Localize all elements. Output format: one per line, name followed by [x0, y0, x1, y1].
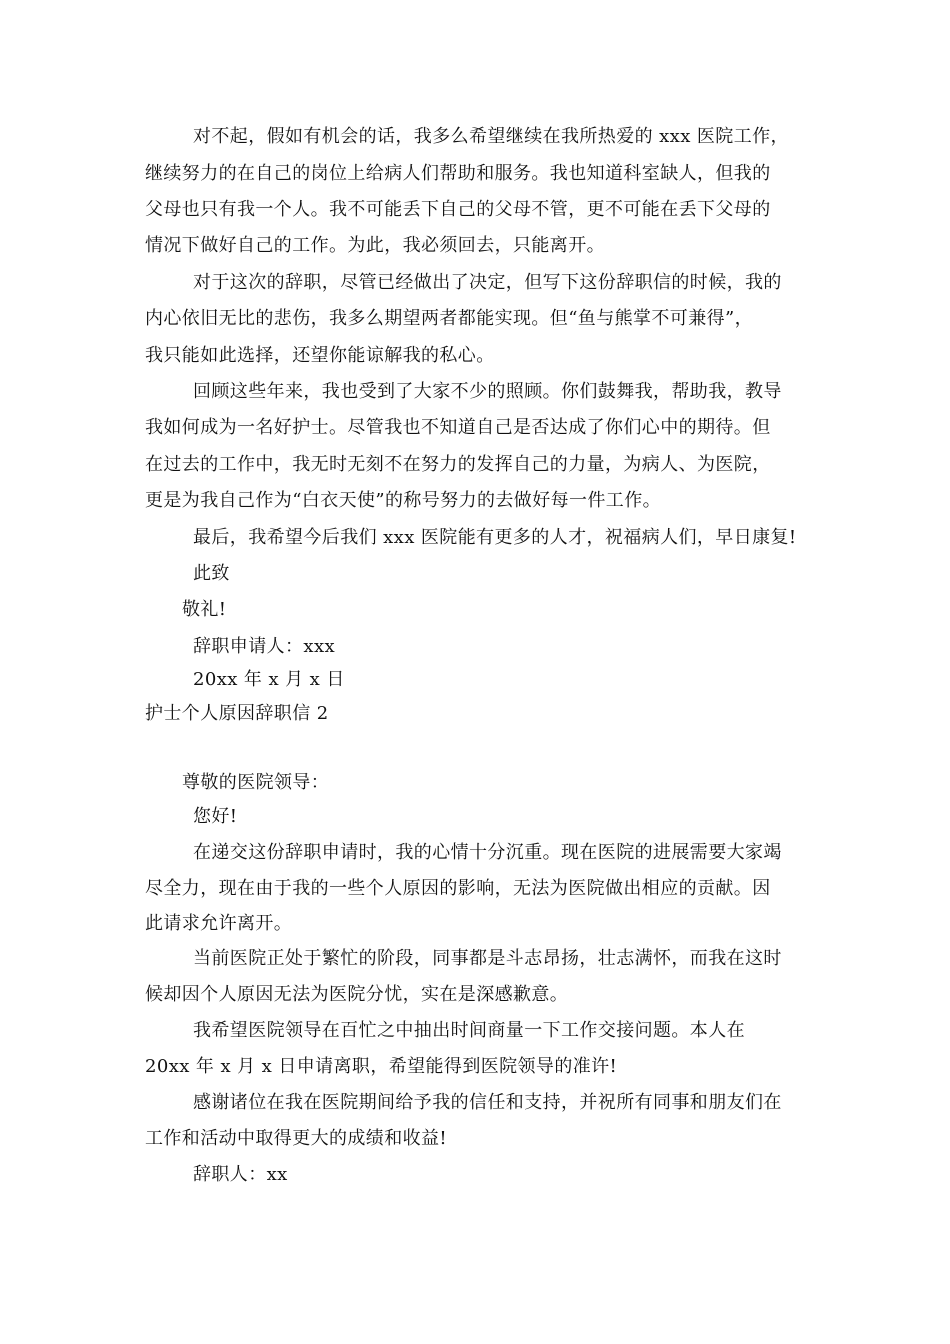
salutation-line: 尊敬的医院领导：	[182, 772, 330, 793]
paragraph-line: 更是为我自己作为“白衣天使”的称号努力的去做好每一件工作。	[145, 490, 662, 511]
paragraph-line: 感谢诸位在我在医院期间给予我的信任和支持，并祝所有同事和朋友们在	[193, 1092, 782, 1113]
closing-line: 敬礼!	[182, 599, 227, 620]
paragraph-line: 继续努力的在自己的岗位上给病人们帮助和服务。我也知道科室缺人，但我的	[145, 163, 771, 184]
paragraph-line: 20xx 年 x 月 x 日申请离职，希望能得到医院领导的准许!	[145, 1056, 618, 1077]
paragraph-line: 我希望医院领导在百忙之中抽出时间商量一下工作交接问题。本人在	[193, 1020, 745, 1041]
paragraph-line: 在递交这份辞职申请时，我的心情十分沉重。现在医院的进展需要大家竭	[193, 842, 782, 863]
paragraph-line: 回顾这些年来，我也受到了大家不少的照顾。你们鼓舞我，帮助我，教导	[193, 381, 782, 402]
paragraph-line: 在过去的工作中，我无时无刻不在努力的发挥自己的力量，为病人、为医院，	[145, 454, 771, 475]
paragraph-line: 工作和活动中取得更大的成绩和收益!	[145, 1128, 448, 1149]
paragraph-line: 尽全力，现在由于我的一些个人原因的影响，无法为医院做出相应的贡献。因	[145, 878, 771, 899]
greeting-line: 您好!	[193, 806, 238, 827]
paragraph-line: 内心依旧无比的悲伤，我多么期望两者都能实现。但“鱼与熊掌不可兼得”，	[145, 308, 754, 329]
paragraph-line: 我只能如此选择，还望你能谅解我的私心。	[145, 345, 495, 366]
paragraph-line: 此请求允许离开。	[145, 913, 293, 934]
paragraph-line: 最后，我希望今后我们 xxx 医院能有更多的人才，祝福病人们，早日康复!	[193, 527, 797, 548]
closing-line: 此致	[193, 563, 230, 584]
paragraph-line: 我如何成为一名好护士。尽管我也不知道自己是否达成了你们心中的期待。但	[145, 417, 771, 438]
paragraph-line: 候却因个人原因无法为医院分忧，实在是深感歉意。	[145, 984, 569, 1005]
date-line: 20xx 年 x 月 x 日	[193, 669, 345, 690]
paragraph-line: 情况下做好自己的工作。为此，我必须回去，只能离开。	[145, 235, 605, 256]
paragraph-line: 父母也只有我一个人。我不可能丢下自己的父母不管，更不可能在丢下父母的	[145, 199, 771, 220]
signer-line: 辞职申请人：xxx	[193, 636, 336, 657]
paragraph-line: 当前医院正处于繁忙的阶段，同事都是斗志昂扬，壮志满怀，而我在这时	[193, 948, 782, 969]
paragraph-line: 对不起，假如有机会的话，我多么希望继续在我所热爱的 xxx 医院工作，	[193, 126, 789, 147]
section-heading: 护士个人原因辞职信 2	[145, 703, 329, 724]
signer-line: 辞职人：xx	[193, 1164, 288, 1185]
paragraph-line: 对于这次的辞职，尽管已经做出了决定，但写下这份辞职信的时候，我的	[193, 272, 782, 293]
